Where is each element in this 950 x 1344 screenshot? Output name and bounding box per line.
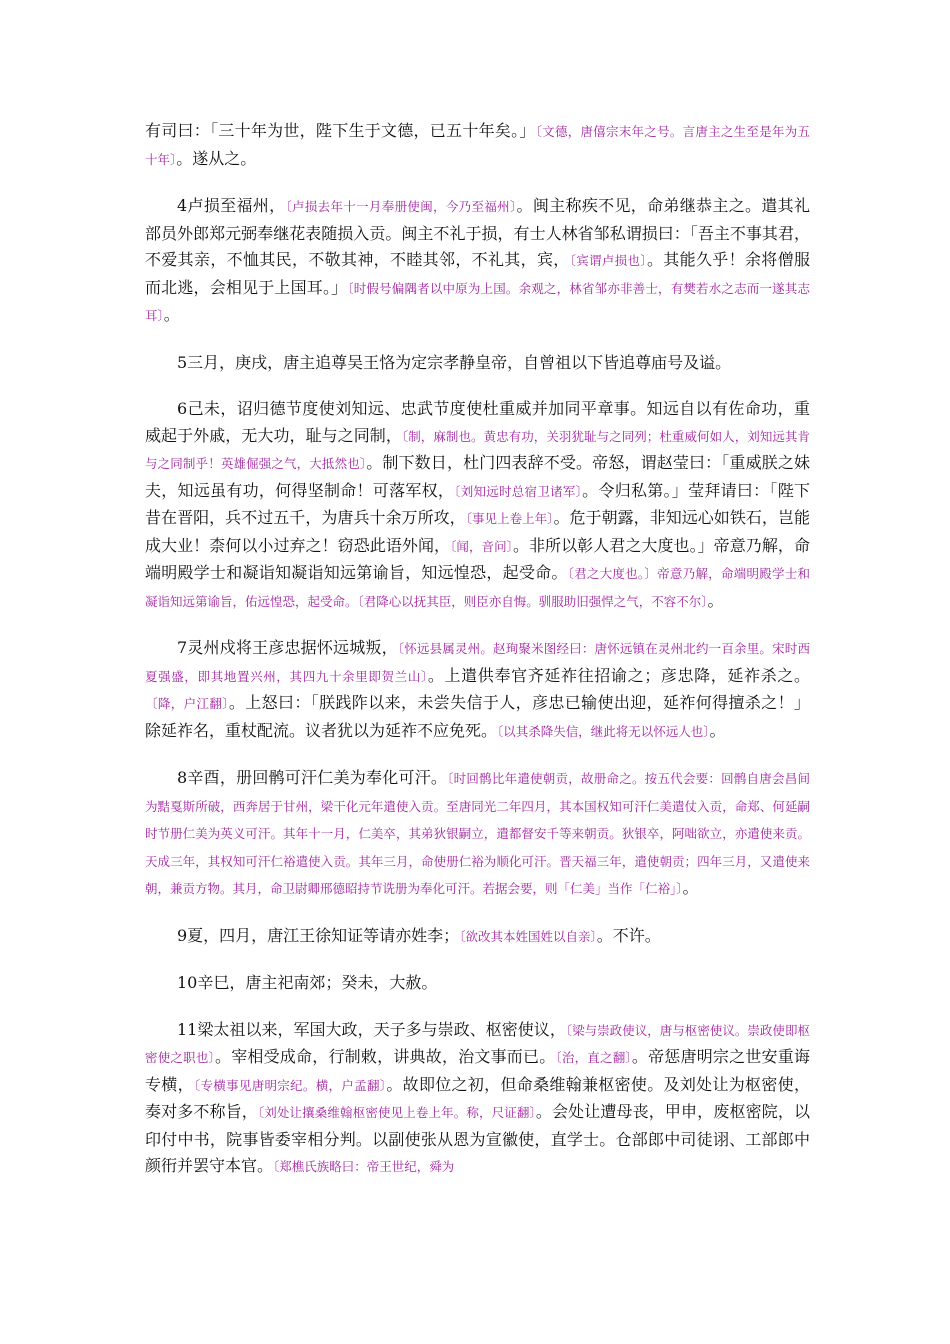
annotation-note: 〔欲改其本姓国姓以自亲〕 [459,928,597,944]
body-text: 。会处让遭母丧，甲申，废枢密院，以印付中书，院事皆委宰相分判。以副使张从恩为宣徽使，直学士。仓部郎中司徒诩、工部郎中颜衎并罢守本官。 [145,1102,810,1175]
annotation-note: 〔以其杀降失信，继此将无以怀远人也〕 [497,723,710,739]
annotation-note: 〔刘知远时总宿卫诸军〕 [454,483,583,499]
annotation-note: 〔怀远县属灵州。赵珣聚米图经曰：唐怀远镇在灵州北约一百余里。宋时西夏强盛，即其地置兴州，其四九十余里即贺兰山〕 [145,641,810,684]
body-text: 。其能久乎！余将僧服而北逃，会相见于上国耳。」 [145,250,810,297]
body-text: 。制下数日，杜门四表辞不受。帝怒，谓赵莹曰：「重威朕之妹夫，知远虽有功，何得坚制命！可落军权， [145,453,810,500]
annotation-note: 〔文德，唐僖宗末年之号。言唐主之生至是年为五十年〕 [145,124,810,167]
body-text: 。非所以彰人君之大度也。」帝意乃解，命端明殿学士和凝诣知凝诣知远第谕旨，知远惶恐，起受命。 [145,535,810,582]
body-text: 。上怒曰：「朕践阼以来，未尝失信于人，彦忠已输使出迎，延祚何得擅杀之！」除延祚名，重杖配流。议者犹以为延祚不应免死。 [145,693,810,740]
body-text: 10辛巳，唐主祀南郊；癸未，大赦。 [177,973,438,992]
annotation-note: 〔梁与崇政使议，唐与枢密使议。崇政使即枢密使之职也〕 [145,1022,810,1065]
annotation-note: 〔卢损去年十一月奉册使闽，今乃至福州〕 [285,199,517,214]
annotation-note: 〔治，直之翻〕 [555,1050,632,1065]
paragraph [145,635,810,745]
paragraph [145,970,810,997]
body-text: 。不许。 [596,925,661,945]
annotation-note: 〔专横事见唐明宗纪。横，户孟翻〕 [193,1077,387,1093]
body-text: 5三月，庚戌，唐主追尊吴王恪为定宗孝静皇帝，自曾祖以下皆追尊庙号及谥。 [177,352,732,372]
body-text: 。故即位之初，但命桑维翰兼枢密使。及刘处让为枢密使，奏对多不称旨， [145,1074,810,1121]
body-text: 4卢损至福州， [177,196,286,215]
body-text: 。令归私第。」莹拜请曰：「陛下昔在晋阳，兵不过五千，为唐兵十余万所攻， [145,480,810,527]
annotation-note: 〔事见上卷上年〕 [465,511,554,526]
body-text: 。危于朝露，非知远心如铁石，岂能成大业！柰何以小过弃之！窃恐此语外闻， [145,508,810,555]
annotation-note: 〔时回鹘比年遣使朝贡，故册命之。按五代会要：回鹘自唐会昌间为黠戛斯所破，西奔居于甘州，梁干化元年遣使入贡。至唐同光二年四月，其本国权知可汗仁美遣仗入贡，命郑、何延嗣时节册仁美为英义可汗。其年十一月，仁美卒，其弟狄银嗣立，遣都督安千等来朝贡。狄银卒，阿咄欲立，亦遣使来贡。天成三年，其权知可汗仁裕遣使入贡。其年三月，命使册仁裕为顺化可汗。晋天福三年，遣使朝贡；四年三月，又遣使来朝，兼贡方物。其月，命卫尉卿邢德昭持节诜册为奉化可汗。若据会要，则「仁美」当作「仁裕」〕 [145,771,810,896]
annotation-note: 〔宾谓卢损也〕 [569,253,647,268]
paragraph [145,193,810,330]
annotation-note: 〔闻，音问〕 [450,538,513,554]
body-text: 。闽主称疾不见，命弟继恭主之。遣其礼部员外郎郑元弼奉继花表随损入贡。闽主不礼于损，有士人林省邹私谓损曰：「吾主不事其君，不爱其亲，不恤其民，不敬其神，不睦其邻，不礼其，宾， [145,196,810,269]
annotation-note: 〔降，户江翻〕 [145,696,229,711]
annotation-note: 〔郑樵氏族略曰：帝王世纪，舜为 [273,1159,455,1174]
body-text: 。遂从之。 [176,148,257,168]
body-text: 9夏，四月，唐江王徐知证等请亦姓李； [177,925,460,945]
paragraph [145,765,810,903]
body-text: 。上遣供奉官齐延祚往招谕之；彦忠降，延祚杀之。 [427,665,810,685]
body-text: 。宰相受成命，行制敕，讲典故，治文事而已。 [215,1047,556,1066]
paragraph [145,1017,810,1181]
body-text: 有司曰：「三十年为世，陛下生于文德，已五十年矣。」 [145,121,536,140]
body-text: 。 [709,720,726,740]
body-text: 。 [163,305,180,324]
annotation-note: 〔君之大度也。〕帝意乃解，命端明殿学士和凝诣知远第谕旨，佑远惶恐，起受命。〔君降心以抚其臣，则臣亦自悔。驯服助旧强悍之气，不容不尔〕 [145,566,810,609]
paragraph [145,396,810,615]
body-text: 11梁太祖以来，军国大政，天子多与崇政、枢密使议， [177,1019,566,1039]
body-text: 8辛酉，册回鹘可汗仁美为奉化可汗。 [177,768,448,787]
annotation-note: 〔刘处让攘桑维翰枢密使见上卷上年。称，尺证翻〕 [257,1105,536,1120]
body-text: 。 [707,590,724,610]
body-text: 。 [682,878,699,897]
annotation-note: 〔制，麻制也。黄忠有功，关羽犹耻与之同列；杜重威何如人，刘知远其肯与之同制乎！英雄倔强之气，大抵然也〕 [145,428,810,471]
annotation-note: 〔时假号偏隅者以中原为上国。余观之，林省邹亦非善士，有樊若水之志而一遂其志耳〕 [145,280,810,323]
paragraph [145,118,810,173]
paragraph [145,350,810,377]
body-text: 6己未，诏归德节度使刘知远、忠武节度使杜重威并加同平章事。知远自以有佐命功，重威起于外戚，无大功，耻与之同制， [145,399,810,445]
paragraph [145,923,810,951]
body-text: 7灵州戍将王彦忠据怀远城叛， [177,638,398,657]
body-text: 。帝惩唐明宗之世安重诲专横， [145,1047,810,1094]
document-page [145,118,810,1201]
